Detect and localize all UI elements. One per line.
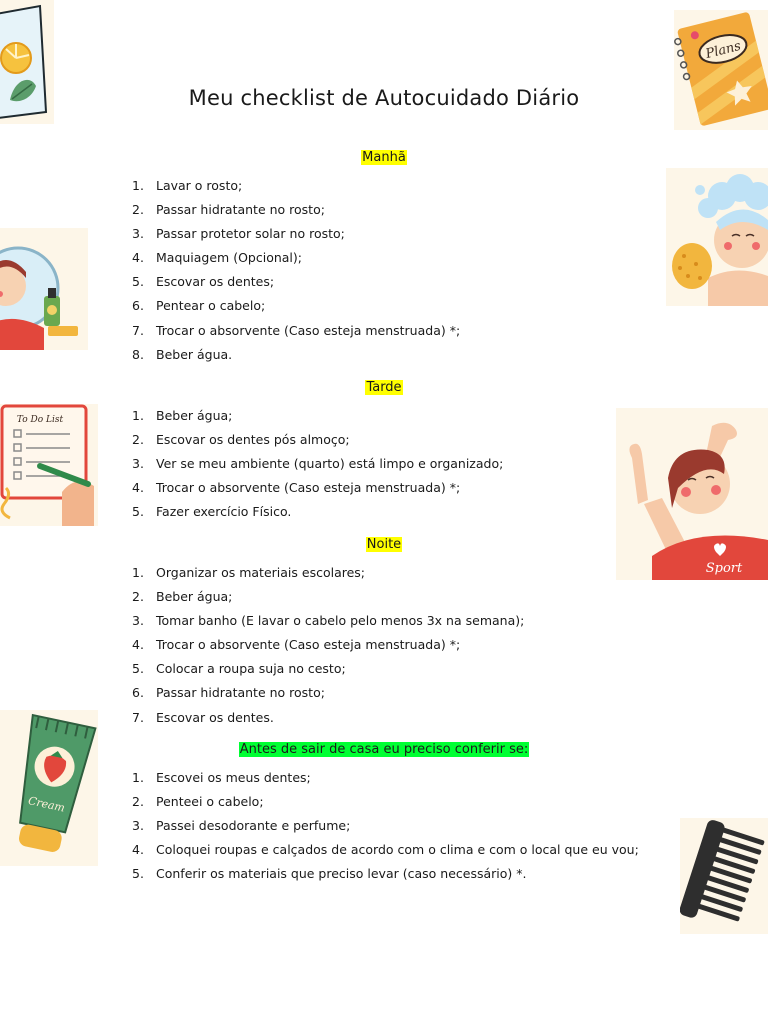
night-list (132, 561, 524, 730)
list-item: 7. Trocar o absorvente (Caso esteja menstruada) *; (132, 322, 461, 338)
mirror-icon (0, 228, 88, 350)
list-item: 4. Trocar o absorvente (Caso esteja menstruada) *; (132, 637, 461, 653)
list-item: 6. Pentear o cabelo; (132, 298, 266, 314)
list-item: 1. Organizar os materiais escolares; (132, 565, 366, 580)
bubbles-icon (666, 168, 768, 306)
waving-person-icon (616, 408, 768, 580)
list-item: 1. Lavar o rosto; (132, 178, 243, 193)
list-item: 2. Penteei o cabelo; (132, 794, 264, 810)
mirror-girl-sticker (0, 228, 88, 350)
section-heading-night: Noite (366, 537, 402, 552)
notebook-icon (674, 10, 768, 130)
list-item: 3. Passar protetor solar no rosto; (132, 226, 345, 242)
morning-list (132, 174, 460, 367)
list-item: 8. Beber água. (132, 346, 233, 362)
cream-label: Cream (27, 794, 67, 815)
list-item: 7. Escovar os dentes. (132, 709, 274, 725)
list-item: 1. Escovei os meus dentes; (132, 770, 311, 785)
list-item: 2. Beber água; (132, 589, 233, 605)
list-item: 2. Escovar os dentes pós almoço; (132, 432, 350, 448)
plans-label: Plans (704, 38, 743, 62)
list-item: 5. Escovar os dentes; (132, 274, 275, 290)
cream-tube-icon (0, 710, 98, 866)
list-item: 6. Passar hidratante no rosto; (132, 685, 325, 701)
before-leaving-list (132, 766, 639, 886)
glass-icon (0, 0, 54, 124)
list-item: 2. Passar hidratante no rosto; (132, 202, 325, 218)
section-heading-afternoon: Tarde (366, 380, 402, 395)
list-item: 5. Fazer exercício Físico. (132, 504, 292, 520)
list-item: 4. Coloquei roupas e calçados de acordo com o clima e com o local que eu vou; (132, 842, 639, 858)
cream-tube-sticker (0, 710, 98, 866)
list-item: 4. Maquiagem (Opcional); (132, 250, 302, 266)
todo-label: To Do List (16, 415, 64, 425)
list-item: 5. Conferir os materiais que preciso levar (caso necessário) *. (132, 866, 527, 882)
section-heading-before-leaving: Antes de sair de casa eu preciso conferir se: (239, 742, 529, 757)
checklist-icon (0, 404, 98, 526)
list-item: 3. Ver se meu ambiente (quarto) está limpo e organizado; (132, 456, 504, 472)
todo-list-sticker (0, 404, 98, 526)
list-item: 3. Passei desodorante e perfume; (132, 818, 351, 834)
shower-girl-sticker (666, 168, 768, 306)
list-item: 4. Trocar o absorvente (Caso esteja menstruada) *; (132, 480, 461, 496)
comb-sticker (680, 818, 768, 934)
lemon-water-sticker (0, 0, 54, 124)
comb-icon (680, 818, 768, 934)
shirt-label: Sport (705, 561, 743, 576)
section-heading-morning: Manhã (362, 150, 406, 165)
list-item: 5. Colocar a roupa suja no cesto; (132, 661, 346, 677)
list-item: 1. Beber água; (132, 408, 233, 423)
plans-notebook-sticker (674, 10, 768, 130)
page-title: Meu checklist de Autocuidado Diário (188, 86, 580, 110)
afternoon-list (132, 404, 503, 524)
list-item: 3. Tomar banho (E lavar o cabelo pelo menos 3x na semana); (132, 613, 525, 629)
waving-girl-sticker (616, 408, 768, 580)
